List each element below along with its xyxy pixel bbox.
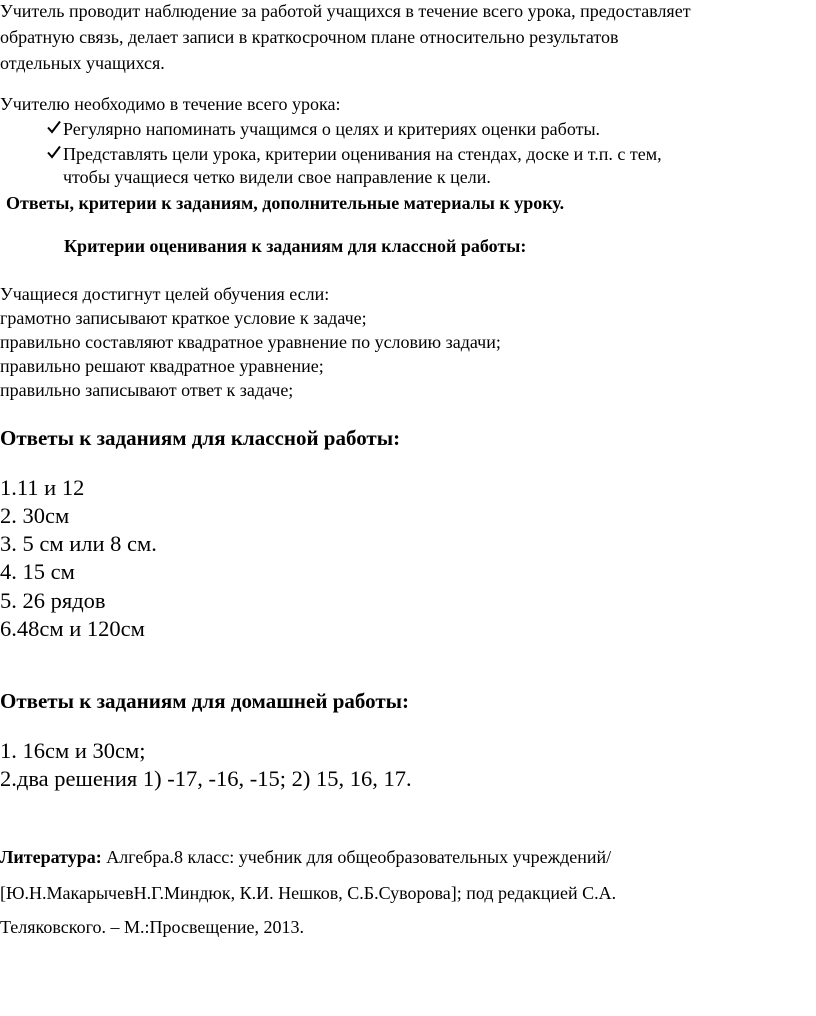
homework-answer-2: 2.два решения 1) -17, -16, -15; 2) 15, 16, 17. xyxy=(0,766,412,791)
classwork-answer-1: 1.11 и 12 xyxy=(0,475,85,500)
checkmark-icon xyxy=(46,144,62,160)
classwork-answer-5: 5. 26 рядов xyxy=(0,588,106,613)
literature-line-3: Теляковского. – М.:Просвещение, 2013. xyxy=(0,917,304,937)
criteria-line-5: правильно записывают ответ к задаче; xyxy=(0,380,294,400)
answers-materials-heading: Ответы, критерии к заданиям, дополнительные материалы к уроку. xyxy=(6,193,565,213)
classwork-answer-2: 2. 30см xyxy=(0,503,70,528)
teacher-needs-item-2-cont: чтобы учащиеся четко видели свое направление к цели. xyxy=(63,167,491,187)
classwork-answer-3: 3. 5 см или 8 см. xyxy=(0,531,157,556)
teacher-needs-item-1: Регулярно напоминать учащимся о целях и критериях оценки работы. xyxy=(63,119,601,139)
teacher-needs-item-2: Представлять цели урока, критерии оценивания на стендах, доске и т.п. с тем, xyxy=(63,144,662,164)
literature-line-1 xyxy=(0,848,611,866)
criteria-line-4: правильно решают квадратное уравнение; xyxy=(0,356,324,376)
classwork-answer-6: 6.48см и 120см xyxy=(0,616,145,641)
criteria-line-3: правильно составляют квадратное уравнение по условию задачи; xyxy=(0,332,501,352)
classwork-heading: Ответы к заданиям для классной работы: xyxy=(0,426,401,450)
literature-line-2: [Ю.Н.МакарычевН.Г.Миндюк, К.И. Нешков, С.Б.Суворова]; под редакцией С.А. xyxy=(0,883,617,903)
homework-answer-1: 1. 16см и 30см; xyxy=(0,738,146,763)
intro-line-2: обратную связь, делает записи в краткосрочном плане относительно результатов xyxy=(0,27,619,47)
teacher-needs-heading: Учителю необходимо в течение всего урока: xyxy=(0,94,341,114)
classwork-answer-4: 4. 15 см xyxy=(0,559,75,584)
checkmark-icon xyxy=(46,119,62,135)
criteria-line-2: грамотно записывают краткое условие к задаче; xyxy=(0,308,367,328)
criteria-heading: Критерии оценивания к заданиям для классной работы: xyxy=(64,236,527,256)
intro-line-3: отдельных учащихся. xyxy=(0,53,165,73)
intro-line-1: Учитель проводит наблюдение за работой учащихся в течение всего урока, предоставляет xyxy=(0,1,691,21)
criteria-line-1: Учащиеся достигнут целей обучения если: xyxy=(0,284,330,304)
literature-label: Литература: xyxy=(0,847,102,867)
homework-heading: Ответы к заданиям для домашней работы: xyxy=(0,689,410,713)
literature-text-1: Алгебра.8 класс: учебник для общеобразовательных учреждений/ xyxy=(101,847,612,867)
